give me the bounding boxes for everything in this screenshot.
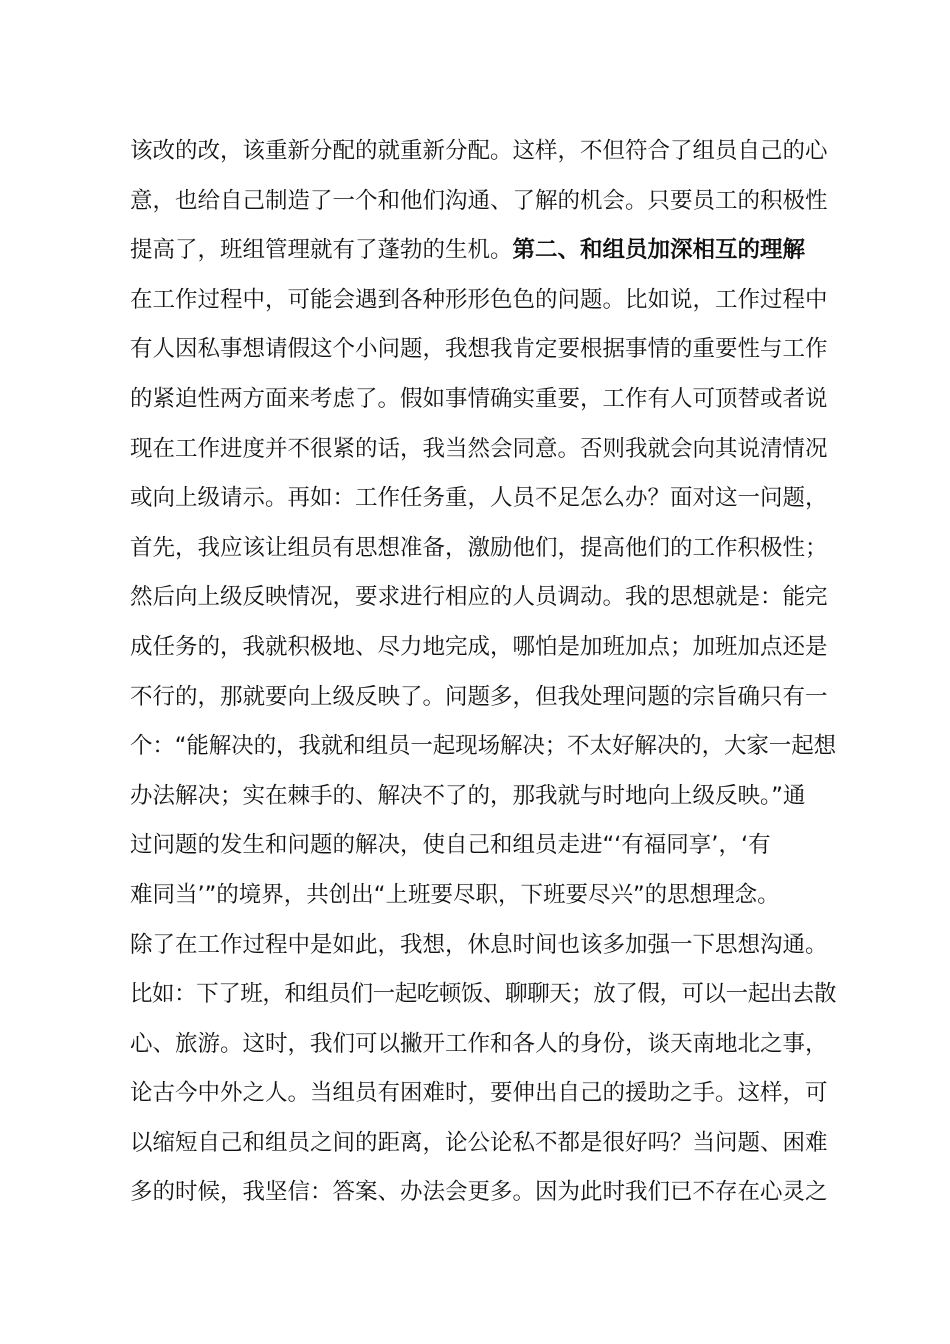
line-text: 难同当’”的境界，共创出“上班要尽职，下班要尽兴”的思想理念。 bbox=[130, 881, 780, 908]
line-text: 多的时候，我坚信：答案、办法会更多。因为此时我们已不存在心灵之 bbox=[130, 1179, 828, 1206]
section-heading: 第二、和组员加深相互的理解 bbox=[512, 237, 806, 264]
text-line bbox=[130, 127, 836, 177]
line-text: 比如：下了班，和组员们一起吃顿饭、聊聊天；放了假，可以一起出去散 bbox=[130, 981, 836, 1008]
line-text: 以缩短自己和组员之间的距离，论公论私不都是很好吗？当问题、困难 bbox=[130, 1129, 828, 1156]
line-text: 然后向上级反映情况，要求进行相应的人员调动。我的思想就是：能完 bbox=[130, 584, 828, 611]
text-line bbox=[130, 1069, 836, 1119]
line-text: 论古今中外之人。当组员有困难时，要伸出自己的援助之手。这样，可 bbox=[130, 1080, 828, 1107]
line-text: 有人因私事想请假这个小问题，我想我肯定要根据事情的重要性与工作 bbox=[130, 336, 828, 363]
line-text: 办法解决；实在棘手的、解决不了的，那我就与时地向上级反映。”通 bbox=[130, 782, 806, 809]
text-line bbox=[130, 970, 836, 1020]
text-line bbox=[130, 375, 836, 425]
text-line bbox=[130, 623, 836, 673]
line-text: 心、旅游。这时，我们可以撇开工作和各人的身份，谈天南地北之事， bbox=[130, 1030, 828, 1057]
line-text: 不行的，那就要向上级反映了。问题多，但我处理问题的宗旨确只有一 bbox=[130, 683, 828, 710]
text-line bbox=[130, 1020, 836, 1070]
line-text: 的紧迫性两方面来考虑了。假如事情确实重要，工作有人可顶替或者说 bbox=[130, 385, 828, 412]
text-line bbox=[130, 276, 836, 326]
text-line bbox=[130, 1168, 836, 1218]
line-text: 成任务的，我就积极地、尽力地完成，哪怕是加班加点；加班加点还是 bbox=[130, 633, 828, 660]
text-line bbox=[130, 871, 836, 921]
text-line bbox=[130, 474, 836, 524]
line-text: 提高了，班组管理就有了蓬勃的生机。 bbox=[130, 237, 513, 264]
line-text: 该改的改，该重新分配的就重新分配。这样，不但符合了组员自己的心 bbox=[130, 138, 828, 164]
line-text: 在工作过程中，可能会遇到各种形形色色的问题。比如说，工作过程中 bbox=[130, 286, 828, 313]
line-text: 或向上级请示。再如：工作任务重，人员不足怎么办？面对这一问题， bbox=[130, 485, 828, 512]
text-line bbox=[130, 573, 836, 623]
text-line bbox=[130, 524, 836, 574]
text-line bbox=[130, 772, 836, 822]
text-line bbox=[130, 425, 836, 475]
line-text: 现在工作进度并不很紧的话，我当然会同意。否则我就会向其说清情况 bbox=[130, 435, 828, 462]
text-line bbox=[130, 921, 836, 971]
text-line bbox=[130, 821, 836, 871]
text-line bbox=[130, 177, 836, 227]
text-line bbox=[130, 673, 836, 723]
line-text: 过问题的发生和问题的解决，使自己和组员走进“‘有福同享’，‘有 bbox=[130, 832, 771, 859]
line-text: 除了在工作过程中是如此，我想，休息时间也该多加强一下思想沟通。 bbox=[130, 931, 828, 958]
text-line bbox=[130, 722, 836, 772]
text-line bbox=[130, 325, 836, 375]
body-text bbox=[130, 127, 836, 1218]
line-text: 意，也给自己制造了一个和他们沟通、了解的机会。只要员工的积极性 bbox=[130, 187, 828, 214]
text-line bbox=[130, 1119, 836, 1169]
line-text: 个：“能解决的，我就和组员一起现场解决；不太好解决的，大家一起想 bbox=[130, 733, 836, 760]
text-line bbox=[130, 226, 836, 276]
line-text: 首先，我应该让组员有思想准备，激励他们，提高他们的工作积极性； bbox=[130, 534, 828, 561]
